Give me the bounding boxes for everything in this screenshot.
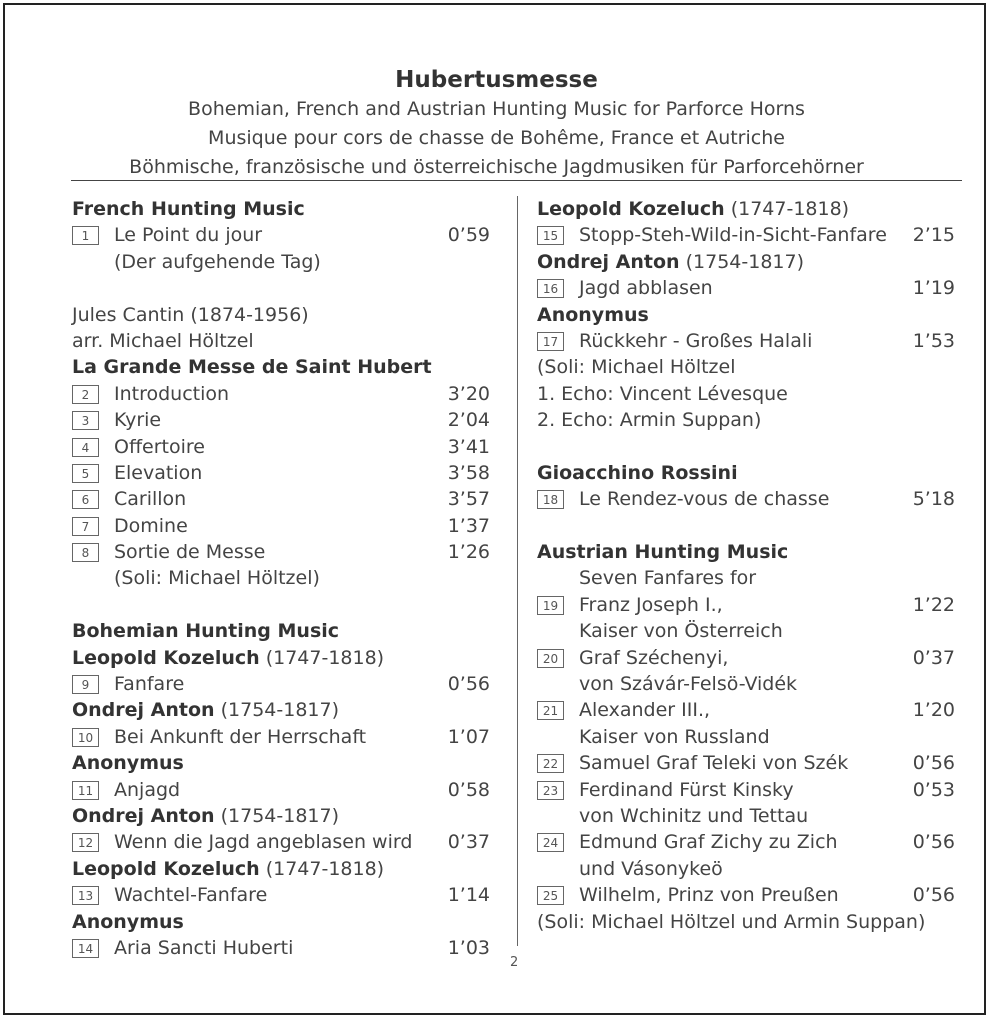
section-note: Seven Fanfares for — [579, 567, 757, 590]
track-duration: 5’18 — [912, 488, 955, 511]
track-title: Alexander III., — [579, 699, 711, 722]
composer-line — [72, 645, 490, 671]
track-number: 23 — [537, 781, 564, 800]
track-row — [537, 275, 955, 301]
track-title: Samuel Graf Teleki von Szék — [579, 752, 849, 775]
track-row — [72, 671, 490, 697]
soloist-note: (Soli: Michael Höltzel) — [114, 567, 320, 590]
track-number: 11 — [72, 781, 99, 800]
track-duration: 2’15 — [912, 224, 955, 247]
track-duration: 0’58 — [447, 778, 490, 801]
track-duration: 0’59 — [447, 224, 490, 247]
track-title: Wilhelm, Prinz von Preußen — [579, 884, 839, 907]
composer-name: Leopold Kozeluch — [72, 646, 260, 669]
track-number: 20 — [537, 649, 564, 668]
track-number: 18 — [537, 490, 564, 509]
track-number: 1 — [72, 226, 99, 245]
track-duration: 1’19 — [912, 277, 955, 300]
track-number: 21 — [537, 701, 564, 720]
header — [5, 65, 988, 182]
track-duration: 2’04 — [447, 409, 490, 432]
track-number: 15 — [537, 226, 564, 245]
soloist-note: 1. Echo: Vincent Lévesque — [537, 382, 788, 405]
track-title: Rückkehr - Großes Halali — [579, 329, 813, 352]
track-number: 25 — [537, 886, 564, 905]
right-column — [537, 196, 955, 935]
track-duration: 1’22 — [912, 593, 955, 616]
track-row — [72, 434, 490, 460]
column-divider — [517, 196, 518, 946]
track-number: 16 — [537, 279, 564, 298]
soloist-note: 2. Echo: Armin Suppan) — [537, 409, 762, 432]
soloist-note: (Soli: Michael Höltzel und Armin Suppan) — [537, 910, 926, 933]
track-number: 4 — [72, 438, 99, 457]
section-heading: Bohemian Hunting Music — [72, 620, 340, 643]
composer-line — [537, 196, 955, 222]
track-title: Introduction — [114, 382, 230, 405]
track-note: (Der aufgehende Tag) — [114, 250, 321, 273]
track-title: Anjagd — [114, 778, 181, 801]
track-number: 14 — [72, 939, 99, 958]
section-heading: French Hunting Music — [72, 198, 305, 220]
track-duration: 1’53 — [912, 329, 955, 352]
track-number: 7 — [72, 517, 99, 536]
track-row — [537, 592, 955, 618]
composer-dates: (1754-1817) — [685, 250, 804, 273]
track-row — [72, 935, 490, 961]
subtitle-french: Musique pour cors de chasse de Bohême, France et Autriche — [208, 127, 785, 149]
track-number: 2 — [72, 385, 99, 404]
track-title: Edmund Graf Zichy zu Zich — [579, 831, 838, 854]
track-duration: 1’26 — [447, 541, 490, 564]
track-duration: 1’37 — [447, 514, 490, 537]
track-row — [72, 539, 490, 565]
track-duration: 0’37 — [447, 831, 490, 854]
track-note: Kaiser von Österreich — [579, 620, 783, 643]
page-number: 2 — [510, 955, 519, 970]
track-duration: 1’14 — [447, 884, 490, 907]
track-number: 19 — [537, 596, 564, 615]
track-duration: 1’20 — [912, 699, 955, 722]
composer-name: Anonymus — [72, 752, 184, 775]
track-number: 10 — [72, 728, 99, 747]
track-title: Stopp-Steh-Wild-in-Sicht-Fanfare — [579, 224, 887, 247]
track-duration: 3’41 — [447, 435, 490, 458]
track-row — [72, 829, 490, 855]
track-title: Domine — [114, 514, 188, 537]
subtitle-english: Bohemian, French and Austrian Hunting Music for Parforce Horns — [188, 98, 805, 120]
page-title: Hubertusmesse — [395, 67, 598, 93]
track-duration: 3’57 — [447, 488, 490, 511]
track-title: Offertoire — [114, 435, 205, 458]
track-row — [537, 697, 955, 723]
composer-name: Gioacchino Rossini — [537, 461, 738, 484]
track-row — [72, 222, 490, 248]
composer-line — [537, 249, 955, 275]
track-row — [537, 882, 955, 908]
track-row — [72, 407, 490, 433]
composer-dates: (1754-1817) — [220, 699, 339, 722]
arranger-line: arr. Michael Höltzel — [72, 329, 254, 352]
track-number: 12 — [72, 833, 99, 852]
track-number: 24 — [537, 833, 564, 852]
track-duration: 0’37 — [912, 646, 955, 669]
track-row — [72, 513, 490, 539]
track-duration: 0’56 — [912, 831, 955, 854]
track-number: 22 — [537, 754, 564, 773]
composer-name: Ondrej Anton — [537, 250, 680, 273]
track-row — [72, 486, 490, 512]
subtitle-german: Böhmische, französische und österreichische Jagdmusiken für Parforcehörner — [129, 156, 864, 178]
track-row — [72, 777, 490, 803]
track-duration: 3’58 — [447, 461, 490, 484]
composer-dates: (1754-1817) — [220, 804, 339, 827]
track-number: 5 — [72, 464, 99, 483]
work-heading: La Grande Messe de Saint Hubert — [72, 356, 432, 379]
track-number: 17 — [537, 332, 564, 351]
composer-dates: (1747-1818) — [730, 198, 850, 220]
track-title: Kyrie — [114, 409, 162, 432]
track-title: Bei Ankunft der Herrschaft — [114, 725, 367, 748]
track-row — [72, 460, 490, 486]
composer-name: Ondrej Anton — [72, 804, 215, 827]
composer-line: Jules Cantin (1874-1956) — [72, 303, 309, 326]
track-title: Wachtel-Fanfare — [114, 884, 268, 907]
track-title: Wenn die Jagd angeblasen wird — [114, 831, 413, 854]
composer-name: Anonymus — [72, 910, 184, 933]
track-title: Aria Sancti Huberti — [114, 936, 294, 959]
track-title: Elevation — [114, 461, 203, 484]
composer-name: Leopold Kozeluch — [537, 198, 725, 220]
track-number: 13 — [72, 886, 99, 905]
header-rule — [71, 180, 962, 181]
track-row — [537, 829, 955, 855]
track-title: Fanfare — [114, 673, 185, 696]
track-row — [72, 381, 490, 407]
track-row — [72, 882, 490, 908]
track-duration: 0’53 — [912, 778, 955, 801]
track-title: Le Point du jour — [114, 224, 263, 247]
track-note: von Wchinitz und Tettau — [579, 804, 809, 827]
track-row — [537, 750, 955, 776]
track-title: Sortie de Messe — [114, 541, 266, 564]
composer-name: Ondrej Anton — [72, 699, 215, 722]
composer-name: Anonymus — [537, 303, 649, 326]
track-row — [537, 222, 955, 248]
track-note: Kaiser von Russland — [579, 725, 770, 748]
track-title: Graf Széchenyi, — [579, 646, 729, 669]
left-column — [72, 196, 490, 961]
track-row — [537, 328, 955, 354]
track-number: 6 — [72, 490, 99, 509]
section-heading: Austrian Hunting Music — [537, 541, 789, 564]
track-duration: 0’56 — [447, 673, 490, 696]
track-note: von Szávár-Felsö-Vidék — [579, 673, 798, 696]
soloist-note: (Soli: Michael Höltzel — [537, 356, 736, 379]
track-title: Le Rendez-vous de chasse — [579, 488, 830, 511]
track-number: 3 — [72, 411, 99, 430]
track-number: 8 — [72, 543, 99, 562]
track-note: und Vásonykeö — [579, 857, 723, 880]
track-row — [72, 724, 490, 750]
track-number: 9 — [72, 675, 99, 694]
track-duration: 0’56 — [912, 884, 955, 907]
composer-line — [72, 856, 490, 882]
track-duration: 1’07 — [447, 725, 490, 748]
composer-line — [72, 803, 490, 829]
track-row — [537, 486, 955, 512]
track-title: Carillon — [114, 488, 187, 511]
track-duration: 0’56 — [912, 752, 955, 775]
composer-name: Leopold Kozeluch — [72, 857, 260, 880]
track-row — [537, 645, 955, 671]
composer-dates: (1747-1818) — [265, 857, 385, 880]
track-title: Franz Joseph I., — [579, 593, 723, 616]
track-title: Jagd abblasen — [579, 277, 713, 300]
composer-dates: (1747-1818) — [265, 646, 385, 669]
track-row — [537, 777, 955, 803]
track-duration: 1’03 — [447, 936, 490, 959]
track-duration: 3’20 — [447, 382, 490, 405]
track-title: Ferdinand Fürst Kinsky — [579, 778, 794, 801]
composer-line — [72, 697, 490, 723]
